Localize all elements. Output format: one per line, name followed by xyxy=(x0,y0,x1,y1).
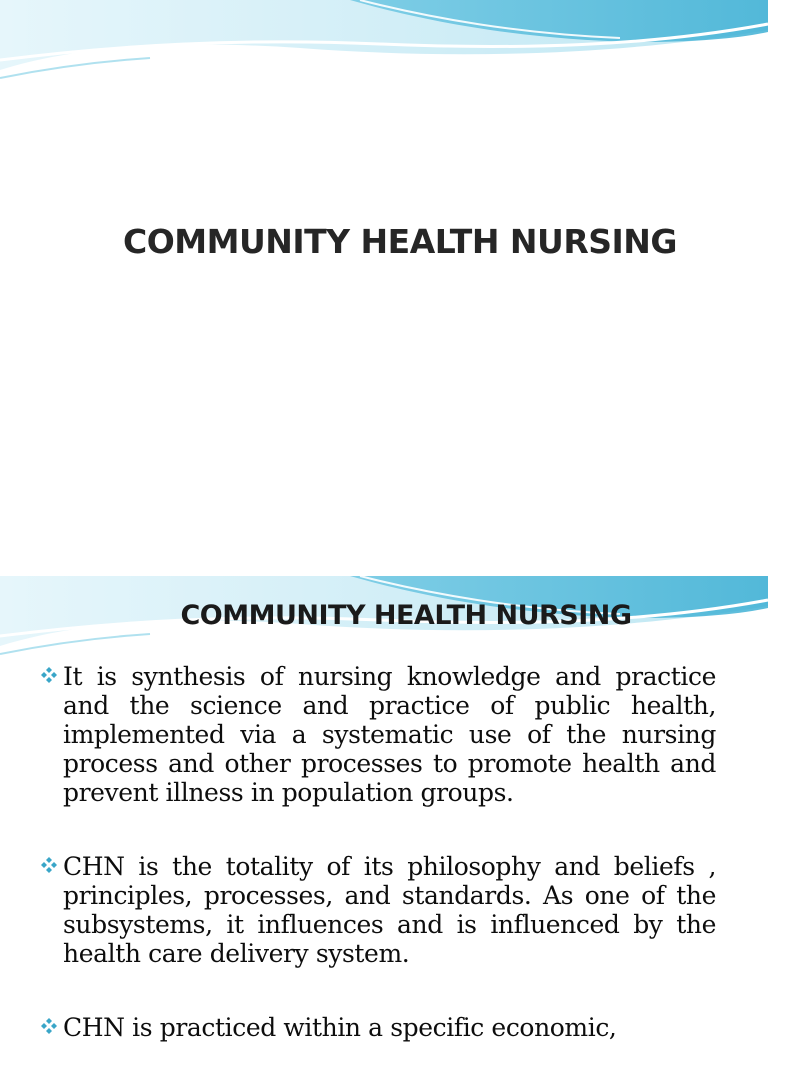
diamond-bullet-icon xyxy=(40,1016,63,1036)
bullet-text: CHN is the totality of its philosophy and beliefs , principles, processes, and standards. As one of the subsystems, it influences and is influenced by the health care delivery system. xyxy=(63,852,716,968)
slide-2 xyxy=(0,576,768,1042)
bullet-text: CHN is practiced within a specific economic, xyxy=(63,1013,617,1042)
slide-title: COMMUNITY HEALTH NURSING xyxy=(180,600,632,631)
list-item xyxy=(40,1013,716,1042)
bullet-text: It is synthesis of nursing knowledge and practice and the science and practice of public health, implemented via a systematic use of the nursing process and other processes to promote health and prevent illness in population groups. xyxy=(63,662,716,807)
list-item xyxy=(40,852,716,968)
list-item xyxy=(40,662,716,807)
diamond-bullet-icon xyxy=(40,665,63,685)
wave-header-decoration xyxy=(0,0,768,110)
diamond-bullet-icon xyxy=(40,855,63,875)
bullet-list xyxy=(40,662,716,1087)
slide-title: COMMUNITY HEALTH NURSING xyxy=(123,222,677,261)
